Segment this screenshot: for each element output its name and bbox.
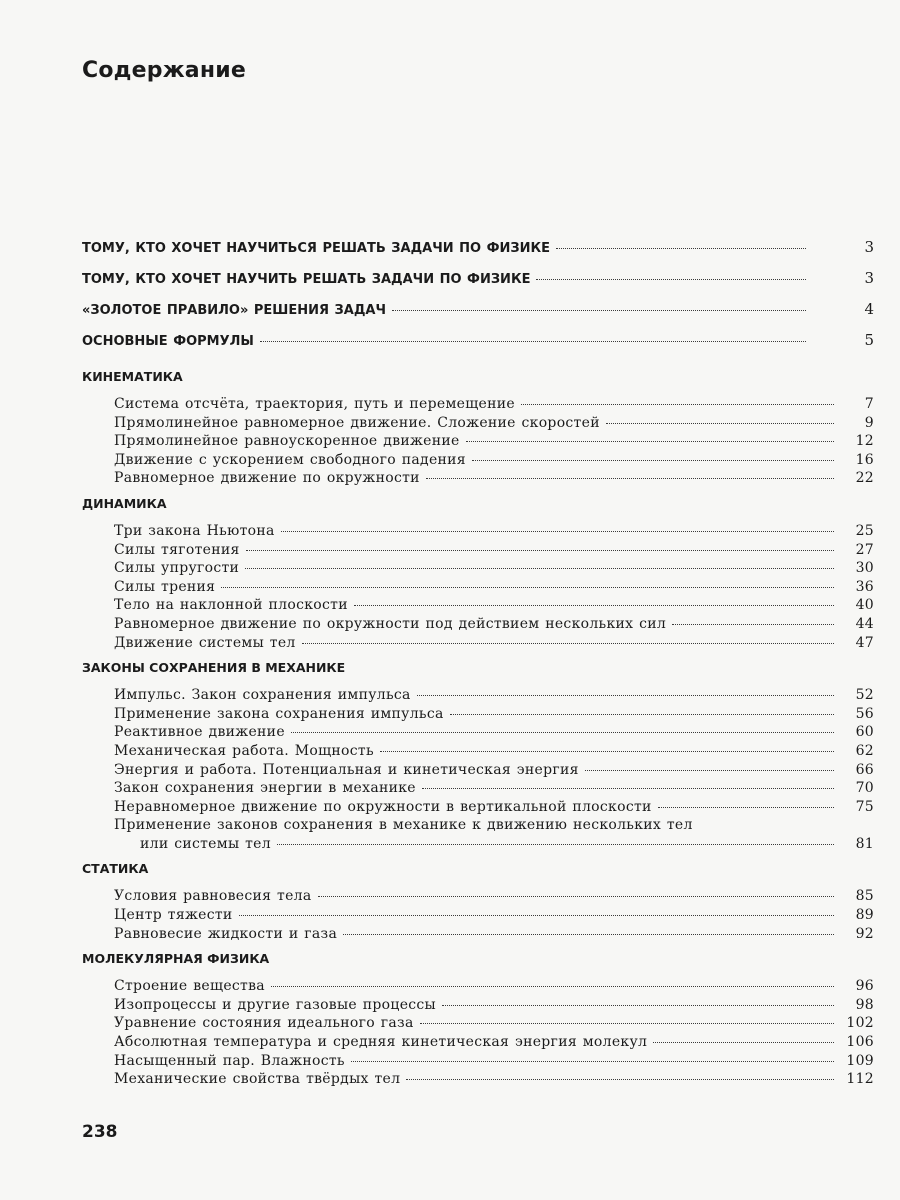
toc-item[interactable] [82, 997, 874, 1016]
dot-leader [281, 531, 834, 532]
item-page: 36 [855, 578, 874, 595]
dot-leader [672, 624, 834, 625]
toc-item-multiline[interactable] [82, 817, 874, 854]
toc-item[interactable] [82, 1015, 874, 1034]
toc-entry[interactable] [82, 300, 874, 331]
item-label: Абсолютная температура и средняя кинетическая энергия молекул [114, 1034, 648, 1051]
item-page: 16 [855, 451, 874, 468]
dot-leader [271, 986, 834, 987]
entry-label: ТОМУ, КТО ХОЧЕТ НАУЧИТЬ РЕШАТЬ ЗАДАЧИ ПО ФИЗИКЕ [82, 272, 531, 287]
item-page: 25 [855, 522, 874, 539]
item-page: 96 [855, 978, 874, 995]
page-number: 238 [82, 1122, 118, 1142]
entry-page: 5 [864, 331, 874, 349]
toc-item[interactable] [82, 560, 874, 579]
item-label: Энергия и работа. Потенциальная и кинетическая энергия [114, 761, 579, 778]
section-title: ДИНАМИКА [82, 495, 167, 511]
item-page: 40 [855, 597, 874, 614]
toc-item[interactable] [82, 635, 874, 654]
item-page: 92 [855, 925, 874, 942]
toc-item[interactable] [82, 616, 874, 635]
toc-item[interactable] [82, 1071, 874, 1090]
item-label: Движение системы тел [114, 634, 296, 651]
toc-entry[interactable] [82, 269, 874, 300]
entry-label: ОСНОВНЫЕ ФОРМУЛЫ [82, 334, 254, 349]
item-label: Применение закона сохранения импульса [114, 705, 444, 722]
item-page: 89 [855, 907, 874, 924]
item-page: 106 [846, 1034, 874, 1051]
dot-leader [246, 550, 834, 551]
section-molecular-physics [82, 949, 874, 1090]
dot-leader [450, 714, 834, 715]
dot-leader [239, 915, 834, 916]
item-label: Равномерное движение по окружности под действием нескольких сил [114, 615, 667, 632]
item-label: Три закона Ньютона [114, 522, 275, 539]
item-label: Центр тяжести [114, 907, 233, 924]
dot-leader [585, 770, 834, 771]
item-label-line1: Применение законов сохранения в механике к движению нескольких тел [114, 817, 693, 834]
dot-leader [472, 460, 834, 461]
item-page: 7 [864, 396, 874, 412]
dot-leader [442, 1005, 834, 1006]
item-label: Строение вещества [114, 978, 265, 995]
item-label-line2: или системы тел [140, 835, 271, 852]
dot-leader [658, 807, 834, 808]
dot-leader [466, 441, 834, 442]
toc-item[interactable] [82, 888, 874, 907]
item-label: Изопроцессы и другие газовые процессы [114, 996, 436, 1013]
dot-leader [354, 605, 834, 606]
item-label: Равновесие жидкости и газа [114, 925, 338, 942]
item-page: 98 [855, 996, 874, 1013]
table-of-contents [82, 238, 874, 1090]
item-page: 75 [855, 798, 874, 815]
section-title: МОЛЕКУЛЯРНАЯ ФИЗИКА [82, 951, 270, 967]
toc-item[interactable] [82, 470, 874, 489]
item-label: Прямолинейное равноускоренное движение [114, 433, 460, 450]
toc-item[interactable] [82, 762, 874, 781]
item-label: Силы тяготения [114, 541, 240, 558]
section-title: ЗАКОНЫ СОХРАНЕНИЯ В МЕХАНИКЕ [82, 660, 346, 676]
dot-leader [343, 934, 834, 935]
dot-leader [653, 1042, 834, 1043]
entry-label: ТОМУ, КТО ХОЧЕТ НАУЧИТЬСЯ РЕШАТЬ ЗАДАЧИ ПО ФИЗИКЕ [82, 241, 550, 256]
section-conservation-laws [82, 658, 874, 854]
dot-leader [536, 279, 806, 280]
dot-leader [291, 732, 834, 733]
item-page: 56 [855, 705, 874, 722]
item-page: 102 [846, 1015, 874, 1032]
item-page: 22 [855, 470, 874, 487]
item-label: Механическая работа. Мощность [114, 742, 374, 759]
item-page: 70 [855, 780, 874, 797]
toc-item[interactable] [82, 926, 874, 945]
toc-item[interactable] [82, 780, 874, 799]
item-page: 62 [855, 742, 874, 759]
item-page: 60 [855, 724, 874, 741]
toc-item[interactable] [82, 907, 874, 926]
toc-item[interactable] [82, 1034, 874, 1053]
item-label: Импульс. Закон сохранения импульса [114, 687, 411, 704]
toc-item[interactable] [82, 1053, 874, 1072]
section-kinematics [82, 367, 874, 489]
entry-page: 3 [864, 269, 874, 287]
toc-item[interactable] [82, 799, 874, 818]
item-page: 27 [855, 541, 874, 558]
dot-leader [221, 587, 834, 588]
toc-item[interactable] [82, 579, 874, 598]
toc-item[interactable] [82, 706, 874, 725]
item-page: 112 [846, 1071, 874, 1088]
dot-leader [277, 844, 834, 845]
dot-leader [260, 341, 806, 342]
item-page: 30 [855, 560, 874, 577]
entry-page: 3 [864, 238, 874, 256]
dot-leader [606, 423, 834, 424]
item-page: 81 [855, 835, 874, 852]
item-label: Движение с ускорением свободного падения [114, 451, 466, 468]
dot-leader [417, 695, 834, 696]
item-page: 52 [855, 687, 874, 704]
dot-leader [420, 1023, 834, 1024]
section-title: СТАТИКА [82, 861, 149, 877]
dot-leader [380, 751, 834, 752]
item-label: Силы трения [114, 578, 216, 595]
item-page: 12 [855, 433, 874, 450]
top-entries [82, 238, 874, 362]
section-dynamics [82, 494, 874, 653]
toc-item[interactable] [82, 978, 874, 997]
section-statics [82, 859, 874, 944]
toc-entry[interactable] [82, 238, 874, 269]
item-label: Уравнение состояния идеального газа [114, 1015, 414, 1032]
item-page: 9 [864, 414, 874, 431]
item-page: 44 [855, 615, 874, 632]
dot-leader [521, 404, 834, 405]
section-title: КИНЕМАТИКА [82, 369, 183, 384]
toc-item[interactable] [82, 597, 874, 616]
toc-item[interactable] [82, 687, 874, 706]
toc-item[interactable] [82, 452, 874, 471]
dot-leader [556, 248, 806, 249]
dot-leader [318, 896, 834, 897]
item-label: Насыщенный пар. Влажность [114, 1052, 345, 1069]
dot-leader [392, 310, 806, 311]
item-label: Силы упругости [114, 560, 240, 577]
dot-leader [351, 1061, 834, 1062]
item-label: Условия равновесия тела [114, 888, 312, 905]
item-label: Закон сохранения энергии в механике [114, 780, 416, 797]
toc-item[interactable] [82, 433, 874, 452]
item-label: Механические свойства твёрдых тел [114, 1071, 401, 1088]
item-label: Реактивное движение [114, 724, 285, 741]
page-title: Содержание [82, 58, 246, 83]
item-page: 109 [846, 1052, 874, 1069]
item-page: 47 [855, 634, 874, 651]
dot-leader [422, 788, 834, 789]
toc-item[interactable] [82, 396, 874, 415]
item-label: Равномерное движение по окружности [114, 470, 420, 487]
item-label: Неравномерное движение по окружности в вертикальной плоскости [114, 798, 652, 815]
toc-item[interactable] [82, 724, 874, 743]
toc-item[interactable] [82, 542, 874, 561]
item-label: Тело на наклонной плоскости [114, 597, 348, 614]
item-label: Система отсчёта, траектория, путь и перемещение [114, 396, 515, 412]
entry-label: «ЗОЛОТОЕ ПРАВИЛО» РЕШЕНИЯ ЗАДАЧ [82, 303, 386, 318]
item-page: 66 [855, 761, 874, 778]
toc-item[interactable] [82, 523, 874, 542]
dot-leader [302, 643, 834, 644]
toc-entry[interactable] [82, 331, 874, 362]
toc-item[interactable] [82, 743, 874, 762]
entry-page: 4 [864, 300, 874, 318]
dot-leader [245, 568, 834, 569]
dot-leader [406, 1079, 834, 1080]
dot-leader [426, 478, 834, 479]
toc-item[interactable] [82, 415, 874, 434]
item-label: Прямолинейное равномерное движение. Сложение скоростей [114, 414, 600, 431]
item-page: 85 [855, 888, 874, 905]
